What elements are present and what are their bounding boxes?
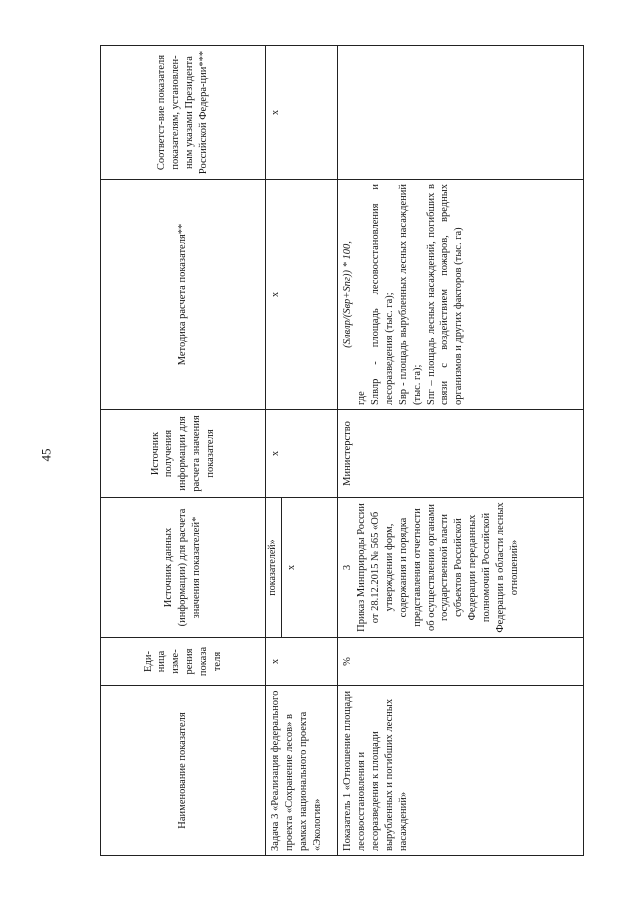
task-data-source: x (285, 564, 297, 571)
header-name: Наименование показателя (101, 686, 266, 856)
header-info-source: Источник получения информации для расчета значения показателя (101, 410, 266, 498)
header-unit: Еди-ница изме-рения показа теля (101, 638, 266, 686)
table-row (338, 46, 584, 856)
task-compliance: x (266, 46, 338, 180)
header-compliance: Соответст-вие показателя показателям, установлен-ным указами Президента Российской Федера-ции*** (101, 46, 266, 180)
table-row (266, 46, 338, 856)
rotated-table-container (100, 46, 584, 856)
indicator-unit: % (338, 638, 584, 686)
indicator-data-source-num: 3 (342, 564, 354, 571)
indicators-table (100, 45, 584, 856)
method-where: где (356, 391, 368, 405)
method-line-1: Sлвлр - площадь лесовосстановления и лесоразведения (тыс. га); (370, 184, 396, 405)
indicator-info-source: Министерство (338, 410, 584, 498)
indicator-data-source-cell (338, 498, 584, 638)
indicator-method-cell (338, 180, 584, 410)
method-formula: (Sлвлр/(Sвр+Sпг)) * 100, (342, 241, 354, 348)
indicator-compliance (338, 46, 584, 180)
indicator-data-source: Приказ Минприроды России от 28.12.2015 № 565 «Об утверждении форм, содержания и порядка представления отчетности об осуществлении органами государственной власти субъектов Российской Федерации переданных полномочий Российской Федерации в области лесных отношений» (356, 502, 520, 633)
header-data-source: Источник данных (информации) для расчета значения показателей* (101, 498, 266, 638)
method-line-3: Sпг – площадь лесных насаждений, погибших в связи с воздействием пожаров, вредных организмов и других факторов (тыс. га) (425, 184, 465, 405)
task-method: x (266, 180, 338, 410)
table-header-row (101, 46, 266, 856)
task-info-source: x (266, 410, 338, 498)
task-name: Задача 3 «Реализация федерального проекта «Сохранение лесов» в рамках национального проекта «Экология» (266, 686, 338, 856)
method-line-2: Sвр - площадь вырубленных лесных насаждений (тыс. га); (397, 184, 423, 405)
header-method: Методика расчета показателя** (101, 180, 266, 410)
indicator-name: Показатель 1 «Отношение площади лесовосстановления и лесоразведения к площади вырубленных и погибших лесных насаждений» (338, 686, 584, 856)
page-number: 45 (38, 448, 54, 462)
task-data-source-cell (266, 498, 338, 638)
task-unit: x (266, 638, 338, 686)
task-data-source-note: показателей» (266, 498, 281, 637)
